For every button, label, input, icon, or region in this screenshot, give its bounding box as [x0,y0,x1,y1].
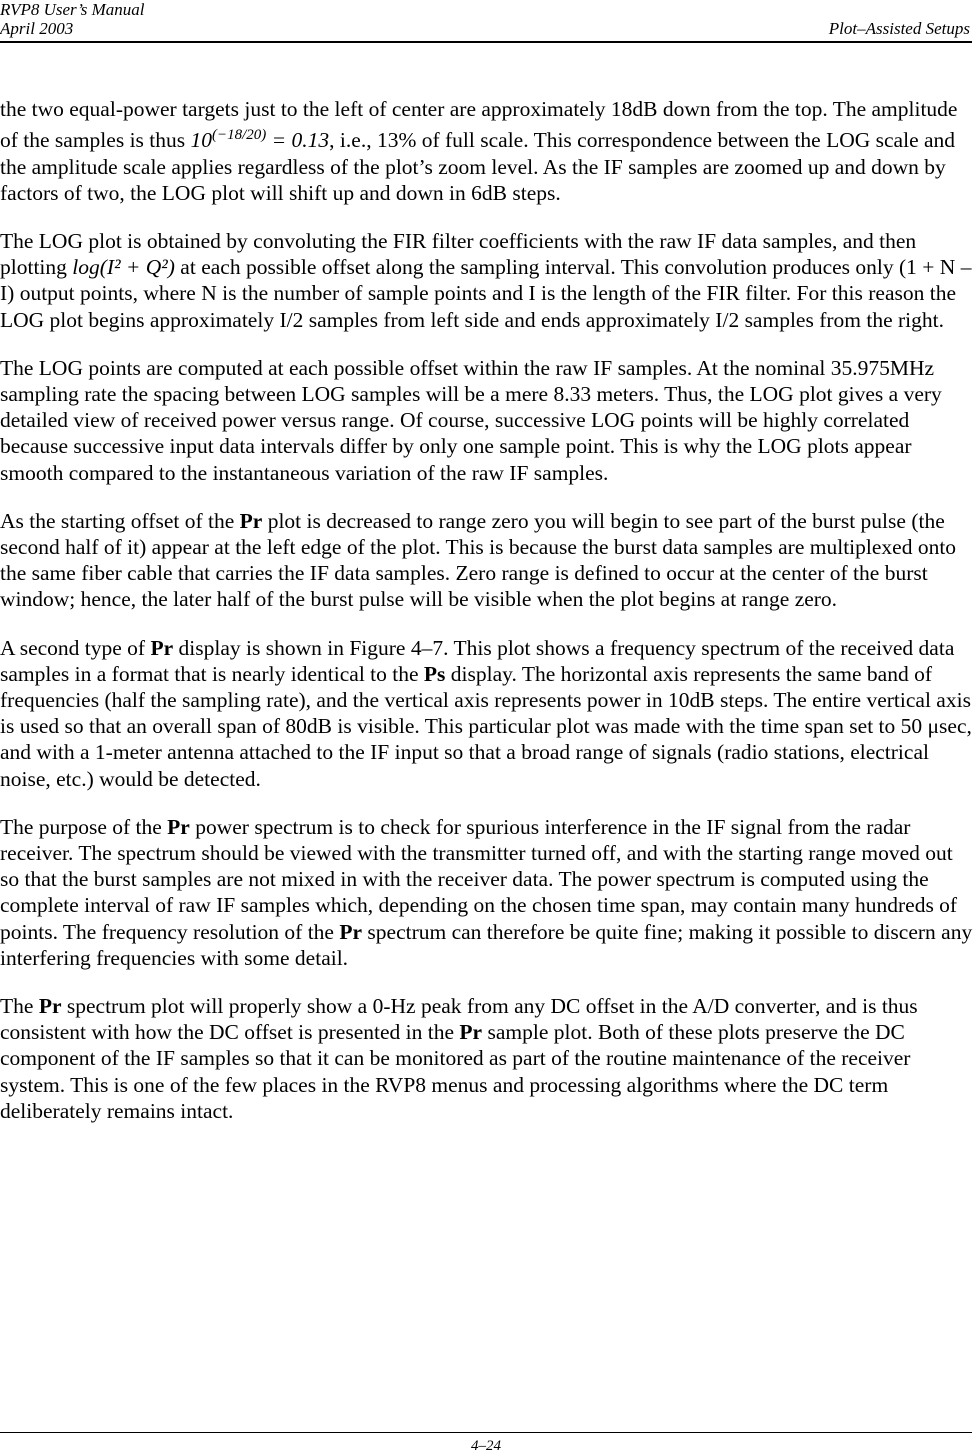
formula-result: = 0.13 [266,128,330,153]
log-formula: log(I² + Q²) [72,255,175,280]
text-run: power spectrum is to check for spurious interference in the IF signal from the radar receiver. The spectrum should be viewed with the transmitter turned off, and with the starting range moved out so that the burst samples are not mixed in with the receiver data. The power spectrum is computed using the complete interval of raw IF samples which, depending on the chosen time span, may contain many hundreds of points. The frequency resolution of the [0,814,958,944]
text-run: The LOG plot is obtained by convoluting the FIR filter coefficients with the raw IF data samples, and then plotting [0,228,917,280]
page-header [0,0,972,44]
pr-term: Pr [239,508,263,533]
text-run: display is shown in Figure 4–7. This plot shows a frequency spectrum of the received data samples in a format that is nearly identical to the [0,635,955,686]
pr-term: Pr [150,635,174,660]
text-run: The [0,994,39,1019]
section-title: Plot–Assisted Setups [828,19,970,38]
paragraph-spectrum-display [0,635,974,792]
paragraph-spectrum-purpose [0,814,974,971]
manual-title: RVP8 User’s Manual [0,0,145,19]
header-left [0,0,145,38]
page-number: 4–24 [471,1438,501,1454]
text-run: spectrum can therefore be quite fine; making it possible to discern any interfering frequencies with some detail. [0,919,973,970]
text-run: sample plot. Both of these plots preserve the DC component of the IF samples so that it can be monitored as part of the routine maintenance of the receiver system. This is one of the few places in the RVP8 menus and processing algorithms where the DC term deliberately remains intact. [0,1020,911,1123]
text-run: A second type of [0,635,151,660]
pr-term: Pr [339,919,363,944]
text-run: , i.e., 13% of full scale. This correspondence between the LOG scale and the amplitude scale applies regardless of the plot’s zoom level. As the IF samples are zoomed up and down by factors of two, the LOG plot will shift up and down in 6dB steps. [0,128,956,205]
formula-base: 10 [190,128,212,153]
pr-term: Pr [459,1020,483,1045]
amplitude-formula [191,128,330,152]
ps-term: Ps [423,661,446,686]
formula-exponent: (−18/20) [212,127,267,144]
text-run: As the starting offset of the [0,508,240,533]
text-run: the two equal-power targets just to the left of center are approximately 18dB down from the top. The amplitude of the samples is thus [0,97,958,153]
header-rule [0,41,972,43]
body-text [0,96,974,1146]
text-run: plot is decreased to range zero you will begin to see part of the burst pulse (the second half of it) appear at the left edge of the plot. This is because the burst data samples are multiplexed onto the same fiber cable that carries the IF data samples. Zero range is defined to occur at the center of the burst window; hence, the later half of the burst pulse will be visible when the plot begins at range zero. [0,508,957,612]
paragraph-burst-pulse [0,508,974,613]
paragraph-log-amplitude [0,96,974,206]
text-run: at each possible offset along the sampling interval. This convolution produces only (1 + N – I) output points, where N is the number of sample points and I is the length of the FIR filter. For this reason the LOG plot begins approximately I/2 samples from left side and ends approximately I/2 samples from the right. [0,255,972,332]
paragraph-dc-offset [0,993,974,1124]
header-date: April 2003 [0,19,74,38]
text-run: The purpose of the [0,814,168,839]
paragraph-log-points: The LOG points are computed at each possible offset within the raw IF samples. At the nominal 35.975MHz sampling rate the spacing between LOG samples will be a mere 8.33 meters. Thus, the LOG plot gives a very detailed view of received power versus range. Of course, successive LOG points will be highly correlated because successive input data intervals differ by only one sample point. This is why the LOG plots appear smooth compared to the instantaneous variation of the raw IF samples. [0,355,942,485]
text-run: display. The horizontal axis represents the same band of frequencies (half the sampling rate), and the vertical axis represents power in 10dB steps. The entire vertical axis is used so that an overall span of 80dB is visible. This particular plot was made with the time span set to 50 μsec, and with a 1-meter antenna attached to the IF input so that a broad range of signals (radio stations, electrical noise, etc.) would be detected. [0,661,972,791]
paragraph-log-convolution [0,228,974,333]
pr-term: Pr [167,814,190,839]
footer-rule [0,1432,972,1433]
text-run: spectrum plot will properly show a 0-Hz peak from any DC offset in the A/D converter, and is thus consistent with how the DC offset is presented in the [0,994,918,1045]
pr-term: Pr [38,994,62,1019]
